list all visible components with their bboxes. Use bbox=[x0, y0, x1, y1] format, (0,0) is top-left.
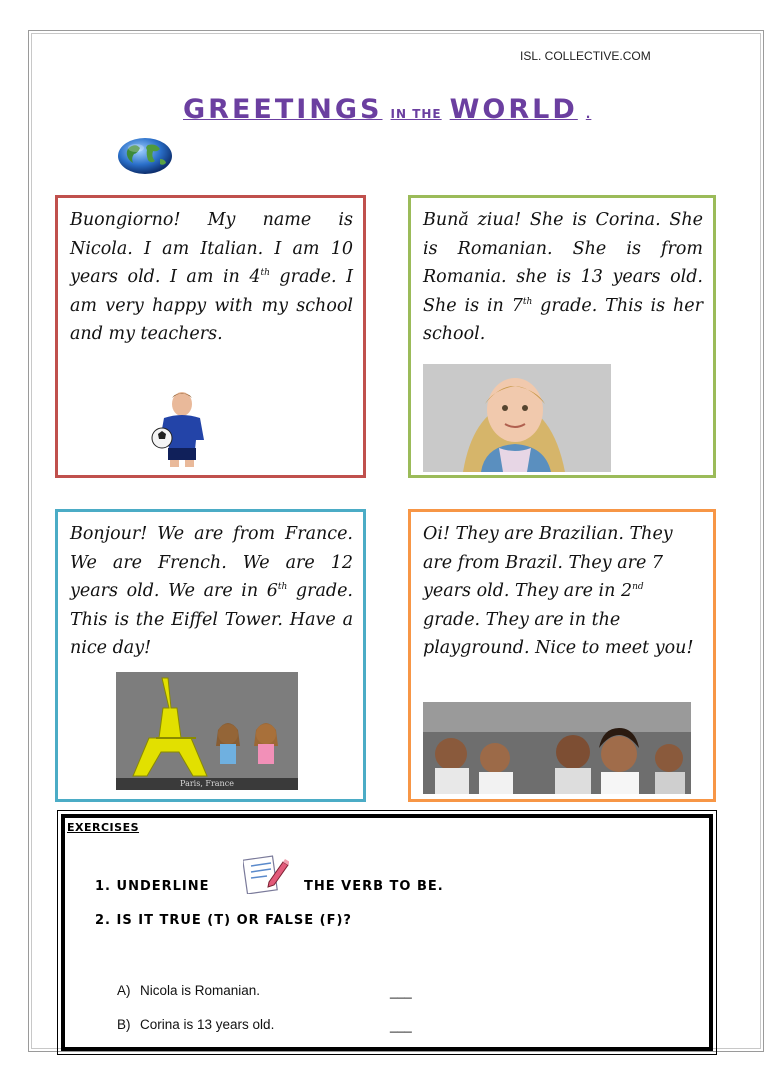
card-france-text: Bonjour! We are from France. We are French. We are 12 years old. We are in 6th grade. This is the Eiffel Tower. Have a nice day! bbox=[70, 524, 353, 658]
boy-photo bbox=[148, 390, 212, 468]
globe-icon bbox=[116, 137, 174, 175]
exercise-1-label: 1. UNDERLINE bbox=[95, 879, 210, 894]
eiffel-tower-picture bbox=[116, 672, 298, 790]
question-b-letter: B) bbox=[117, 1017, 131, 1032]
eiffel-caption: Paris, France bbox=[180, 779, 234, 788]
question-b-text: Corina is 13 years old. bbox=[140, 1017, 275, 1032]
exercises-box bbox=[61, 814, 713, 1051]
card-brazil-text: Oi! They are Brazilian. They are from Brazil. They are 7 years old. They are in 2nd grade. They are in the playground. Nice to meet you! bbox=[423, 524, 694, 658]
card-brazil bbox=[408, 509, 716, 802]
exercise-1-text: THE VERB TO BE. bbox=[304, 879, 444, 894]
site-name: ISL. COLLECTIVE.COM bbox=[520, 49, 651, 63]
title-greetings: GREETINGS bbox=[183, 94, 383, 125]
question-a-blank[interactable]: ___ bbox=[390, 984, 412, 999]
page-title: GREETINGS IN THE WORLD . bbox=[183, 94, 592, 125]
card-corina-text: Bună ziua! She is Corina. She is Romanian. She is from Romania. she is 13 years old. She is in 7th grade. This is her school. bbox=[423, 210, 703, 344]
card-corina bbox=[408, 195, 716, 478]
card-nicola-text: Buongiorno! My name is Nicola. I am Italian. I am 10 years old. I am in 4th grade. I am very happy with my school and my teachers. bbox=[70, 210, 353, 344]
question-b-blank[interactable]: ___ bbox=[390, 1018, 412, 1033]
title-world: WORLD bbox=[449, 94, 578, 125]
children-photo bbox=[423, 702, 691, 794]
question-a-text: Nicola is Romanian. bbox=[140, 983, 261, 998]
pencil-paper-icon bbox=[243, 852, 289, 894]
title-in-the: IN THE bbox=[390, 107, 442, 121]
girl-drawing bbox=[423, 364, 611, 472]
question-a-letter: A) bbox=[117, 983, 131, 998]
exercises-label: EXERCISES bbox=[67, 821, 140, 834]
exercise-2-label: 2. IS IT TRUE (T) OR FALSE (F)? bbox=[95, 913, 352, 928]
card-nicola bbox=[55, 195, 366, 478]
card-france bbox=[55, 509, 366, 802]
